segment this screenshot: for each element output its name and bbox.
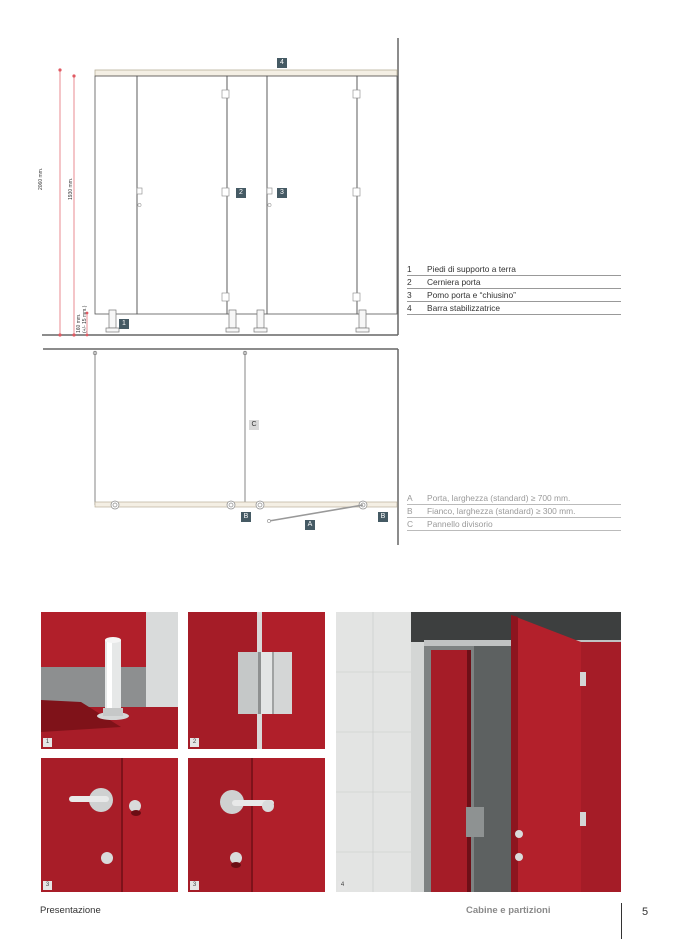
legend-components: [407, 263, 621, 315]
legend-item: 4 Barra stabilizzatrice: [407, 302, 621, 315]
photo-label: 1: [43, 738, 52, 747]
legend-item: C Pannello divisorio: [407, 518, 621, 531]
photo-label: 3: [190, 881, 199, 890]
legend-item: 2 Cerniera porta: [407, 276, 621, 289]
photo-label: 3: [43, 881, 52, 890]
dimension-1930: 1930 mm.: [68, 177, 74, 200]
dimension-2060: 2060 mm.: [38, 167, 44, 190]
label-1: 1: [119, 319, 129, 329]
photo-label: 4: [338, 881, 347, 890]
cabin-photo: [336, 612, 621, 892]
door-knob-photo: [41, 758, 178, 892]
legend-item: 3 Pomo porta e “chiusino”: [407, 289, 621, 302]
footer-document-title: Cabine e partizioni: [466, 905, 551, 916]
elevation-drawing: [40, 30, 410, 350]
door-lock-photo: [188, 758, 325, 892]
label-B-left: B: [241, 512, 251, 522]
page-number: 5: [642, 906, 649, 918]
dimension-tolerance: (+/- 15 mm.): [82, 305, 88, 333]
label-A: A: [305, 520, 315, 530]
label-4: 4: [277, 58, 287, 68]
plan-drawing: [40, 345, 410, 550]
footer-divider: [621, 903, 622, 939]
dimension-160: 160 mm.: [76, 313, 82, 333]
label-2: 2: [236, 188, 246, 198]
legend-plan: [407, 492, 621, 531]
legend-item: B Fianco, larghezza (standard) ≥ 300 mm.: [407, 505, 621, 518]
legend-item: A Porta, larghezza (standard) ≥ 700 mm.: [407, 492, 621, 505]
label-C: C: [249, 420, 259, 430]
footer-section-title: Presentazione: [40, 905, 101, 916]
photo-label: 2: [190, 738, 199, 747]
hinge-photo: [188, 612, 325, 749]
label-3: 3: [277, 188, 287, 198]
label-B-right: B: [378, 512, 388, 522]
legend-item: 1 Piedi di supporto a terra: [407, 263, 621, 276]
support-foot-photo: [41, 612, 178, 749]
